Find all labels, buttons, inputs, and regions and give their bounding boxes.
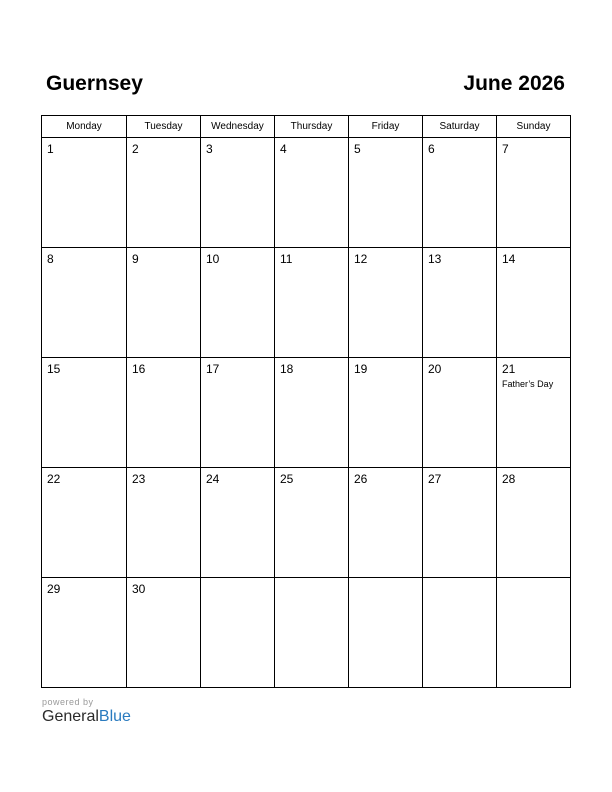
day-cell (497, 248, 571, 358)
day-cell (349, 248, 423, 358)
day-number: 11 (280, 252, 293, 266)
day-number (349, 578, 422, 582)
day-cell (497, 138, 571, 248)
day-cell (201, 468, 275, 578)
day-cell (275, 138, 349, 248)
brand-general: General (42, 708, 99, 725)
day-number: 22 (47, 472, 61, 486)
day-number: 26 (354, 472, 368, 486)
weekday-tuesday: Tuesday (127, 116, 201, 138)
day-number (497, 578, 570, 582)
footer-logo (42, 697, 131, 726)
weekday-header-row (42, 116, 571, 138)
day-cell (127, 248, 201, 358)
day-number (275, 578, 348, 582)
day-cell (275, 248, 349, 358)
day-cell (349, 358, 423, 468)
weekday-saturday: Saturday (423, 116, 497, 138)
day-number: 19 (354, 362, 368, 376)
day-number: 17 (206, 362, 220, 376)
day-number: 4 (280, 142, 287, 156)
day-number: 1 (47, 142, 54, 156)
day-number: 21 (502, 362, 516, 376)
day-number: 9 (132, 252, 139, 266)
week-row (42, 468, 571, 578)
week-row (42, 578, 571, 688)
day-cell (349, 468, 423, 578)
day-number: 18 (280, 362, 294, 376)
day-cell (42, 248, 127, 358)
title-month-year: June 2026 (463, 72, 565, 95)
day-number: 13 (428, 252, 442, 266)
day-number: 30 (132, 582, 146, 596)
day-cell (42, 578, 127, 688)
day-cell (127, 358, 201, 468)
weekday-monday: Monday (42, 116, 127, 138)
day-cell (201, 578, 275, 688)
day-number: 25 (280, 472, 294, 486)
day-cell (42, 358, 127, 468)
day-cell (275, 358, 349, 468)
day-number: 8 (47, 252, 54, 266)
day-cell (42, 468, 127, 578)
day-number: 10 (206, 252, 220, 266)
day-cell (127, 578, 201, 688)
day-number: 2 (132, 142, 139, 156)
brand-blue: Blue (98, 708, 131, 725)
weekday-thursday: Thursday (275, 116, 349, 138)
day-cell (497, 468, 571, 578)
day-cell (275, 578, 349, 688)
generalblue-logo (42, 708, 131, 726)
week-row (42, 248, 571, 358)
day-number: 27 (428, 472, 442, 486)
day-cell (201, 248, 275, 358)
day-cell (349, 578, 423, 688)
day-cell (497, 358, 571, 468)
day-number: 20 (428, 362, 442, 376)
weekday-wednesday: Wednesday (201, 116, 275, 138)
day-cell (42, 138, 127, 248)
day-cell (423, 138, 497, 248)
calendar-grid (41, 115, 571, 688)
day-number: 28 (502, 472, 516, 486)
day-number (201, 578, 274, 582)
week-row (42, 138, 571, 248)
weekday-sunday: Sunday (497, 116, 571, 138)
day-number: 16 (132, 362, 146, 376)
day-number: 24 (206, 472, 220, 486)
day-number: 7 (502, 142, 509, 156)
title-country: Guernsey (46, 72, 143, 95)
day-cell (423, 358, 497, 468)
day-cell (127, 138, 201, 248)
week-row (42, 358, 571, 468)
day-cell (349, 138, 423, 248)
day-number: 15 (47, 362, 61, 376)
day-number: 5 (354, 142, 361, 156)
day-number: 14 (502, 252, 516, 266)
day-number: 29 (47, 582, 61, 596)
weekday-friday: Friday (349, 116, 423, 138)
day-cell (423, 248, 497, 358)
day-number: 6 (428, 142, 435, 156)
day-cell (497, 578, 571, 688)
day-number: 12 (354, 252, 368, 266)
day-cell (423, 578, 497, 688)
day-cell (201, 358, 275, 468)
day-number: 3 (206, 142, 213, 156)
day-cell (423, 468, 497, 578)
day-cell (201, 138, 275, 248)
day-number: 23 (132, 472, 146, 486)
holiday-label: Father’s Day (502, 379, 554, 389)
day-cell (127, 468, 201, 578)
powered-by-text: powered by (42, 697, 94, 707)
day-cell (275, 468, 349, 578)
day-number (423, 578, 496, 582)
